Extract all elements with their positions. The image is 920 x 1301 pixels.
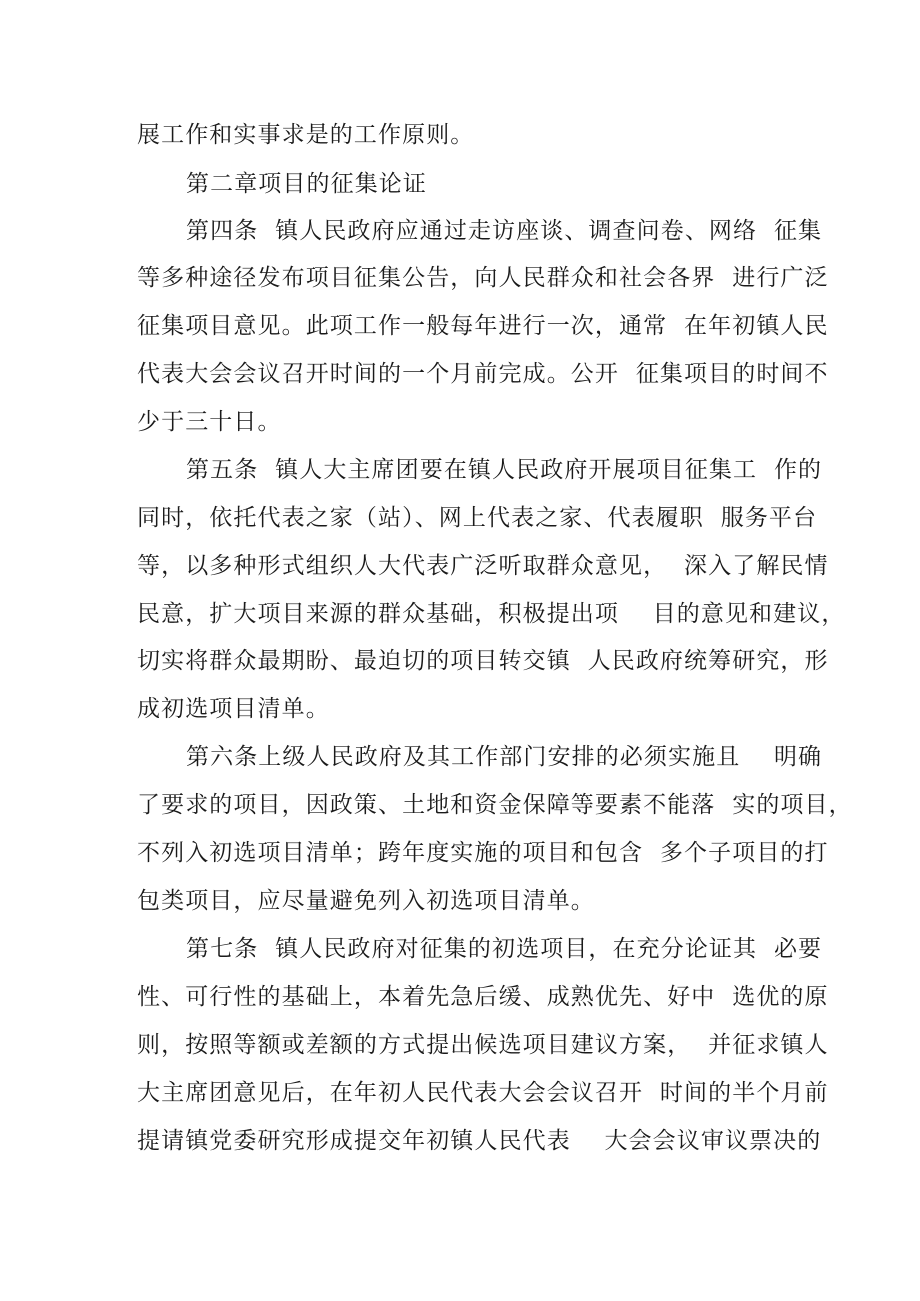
- text-line: 第六条上级人民政府及其工作部门安排的必须实施且 明确: [186, 744, 823, 770]
- text-line: 代表大会会议召开时间的一个月前完成。公开 征集项目的时间不: [137, 361, 829, 387]
- text-line: 展工作和实事求是的工作原则。: [137, 122, 475, 148]
- text-line: 等多种途径发布项目征集公告，向人民群众和社会各界 进行广泛: [137, 265, 829, 291]
- text-line: 不列入初选项目清单；跨年度实施的项目和包含 多个子项目的打: [137, 840, 829, 866]
- text-line: 少于三十日。: [137, 409, 282, 435]
- text-line: 提请镇党委研究形成提交年初镇人民代表 大会会议审议票决的: [137, 1128, 822, 1154]
- text-line: 了要求的项目，因政策、土地和资金保障等要素不能落 实的项目，: [137, 792, 853, 818]
- text-line: 包类项目，应尽量避免列入初选项目清单。: [137, 888, 595, 914]
- text-line: 征集项目意见。此项工作一般每年进行一次，通常 在年初镇人民: [137, 313, 829, 339]
- text-line: 大主席团意见后，在年初人民代表大会会议召开 时间的半个月前: [137, 1080, 829, 1106]
- text-line: 则，按照等额或差额的方式提出候选项目建议方案， 并征求镇人: [137, 1032, 829, 1058]
- text-line: 性、可行性的基础上，本着先急后缓、成熟优先、好中 选优的原: [137, 984, 829, 1010]
- text-line: 第七条 镇人民政府对征集的初选项目，在充分论证其 必要: [186, 936, 823, 962]
- text-line: 切实将群众最期盼、最迫切的项目转交镇 人民政府统筹研究，形: [137, 648, 829, 674]
- text-line: 成初选项目清单。: [137, 696, 330, 722]
- text-line: 第五条 镇人大主席团要在镇人民政府开展项目征集工 作的: [186, 457, 823, 483]
- text-line: 第四条 镇人民政府应通过走访座谈、调查问卷、网络 征集: [186, 218, 823, 244]
- text-line: 民意，扩大项目来源的群众基础，积极提出项 目的意见和建议，: [137, 601, 846, 627]
- text-line: 同时，依托代表之家（站）、网上代表之家、代表履职 服务平台: [137, 505, 818, 531]
- chapter-heading: 第二章项目的征集论证: [186, 171, 427, 197]
- text-line: 等，以多种形式组织人大代表广泛听取群众意见， 深入了解民情: [137, 553, 829, 579]
